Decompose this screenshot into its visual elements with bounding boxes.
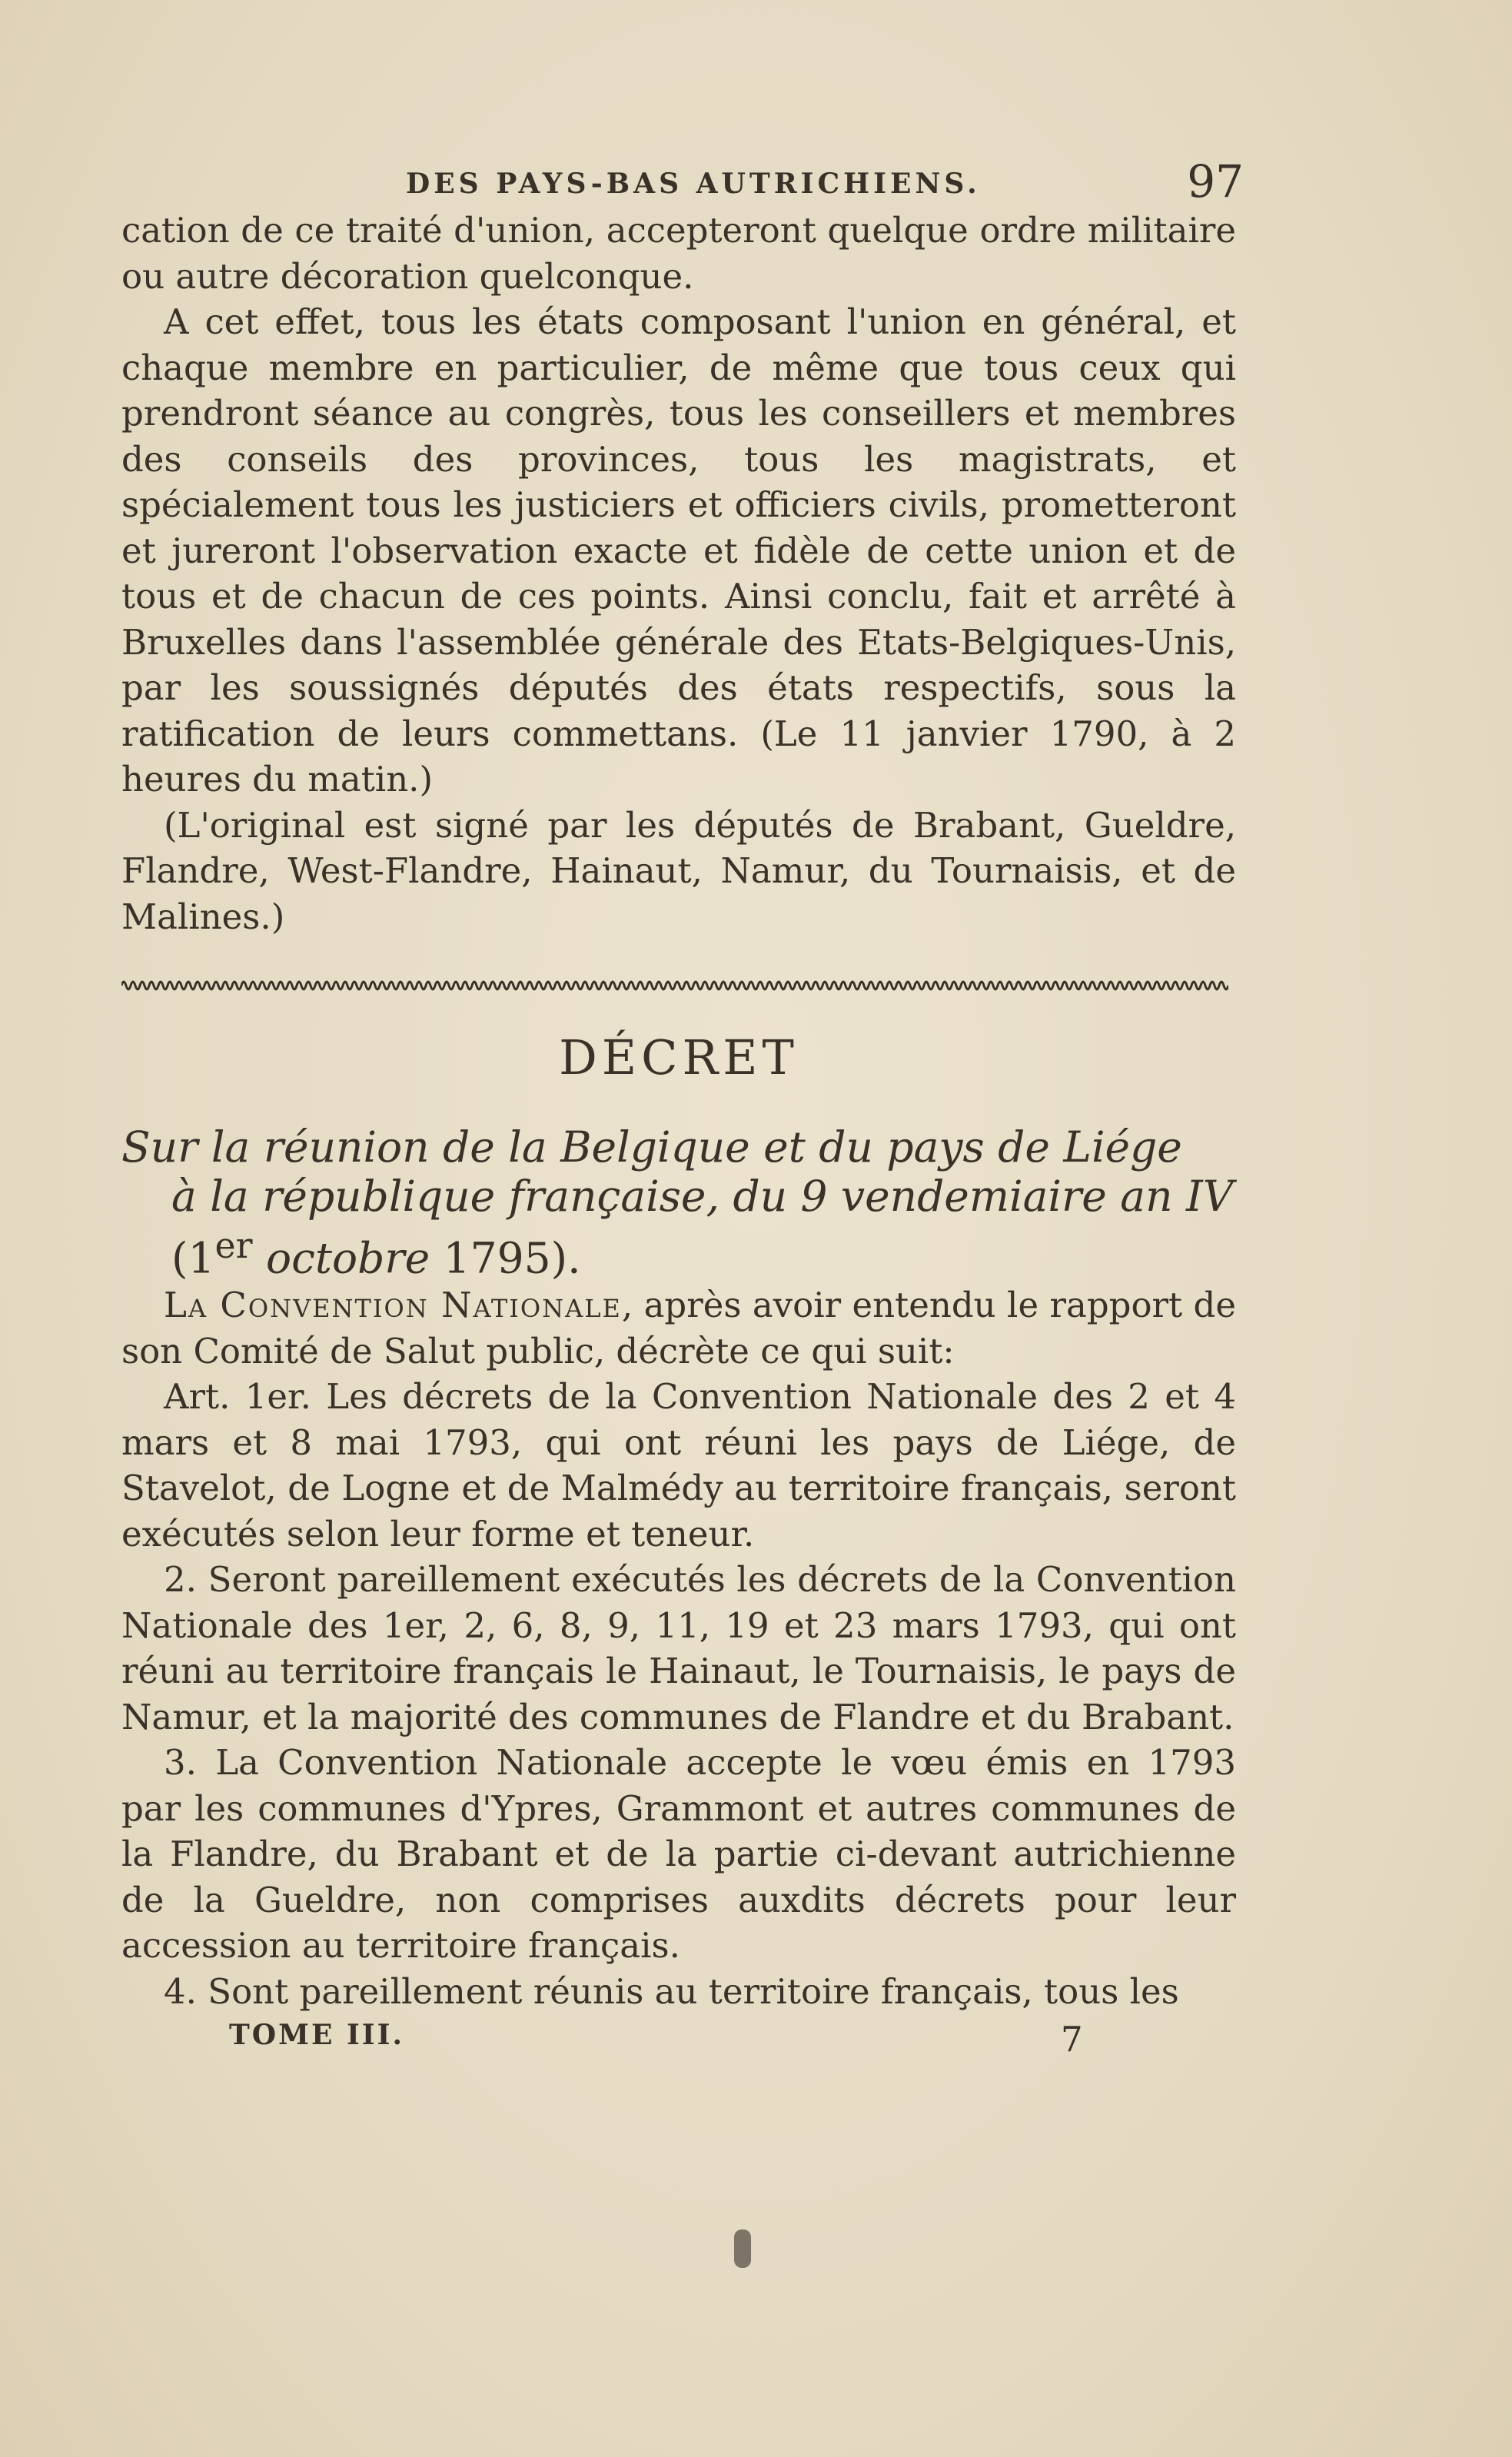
decret-subtitle [121, 1122, 1236, 1282]
subtitle-date-open: (1 [171, 1233, 215, 1283]
intro-rest: , après avoir entendu le rapport de son Comité de Salut public, décrète ce qui suit: [121, 1285, 1236, 1371]
intro-caps: La Convention Nationale [164, 1285, 622, 1326]
subtitle-line-3 [121, 1221, 1236, 1282]
article-4: 4. Sont pareillement réunis au territoire français, tous les [164, 1970, 1179, 2012]
subtitle-date-sup: er [214, 1225, 253, 1266]
decret-title: DÉCRET [559, 1029, 799, 1086]
paragraph-continuation: cation de ce traité d'union, accepteront quelque ordre militaire ou autre décoration quelconque. [121, 210, 1236, 297]
paragraph-oath: A cet effet, tous les états composant l'union en général, et chaque membre en particulier, de même que tous ceux qui prendront séance au congrès, tous les conseillers et membres des conseils des provinces, tous les magistrats, et spécialement tous les justiciers et officiers civils, prometteront et jureront l'observation exacte et fidèle de cette union et de tous et de chacun de ces points. Ainsi conclu, fait et arrêté à Bruxelles dans l'assemblée générale des Etats-Belgiques-Unis, par les soussignés députés des états respectifs, sous la ratification de leurs commettans. (Le 11 janvier 1790, à 2 heures du matin.) [121, 301, 1236, 800]
subtitle-line-1: Sur la réunion de la Belgique et du pays de Liége [121, 1122, 1182, 1172]
decret-intro [121, 1282, 1236, 1374]
signature-mark: TOME III. [229, 2019, 405, 2052]
article-1: Art. 1er. Les décrets de la Convention Nationale des 2 et 4 mars et 8 mai 1793, qui ont réuni les pays de Liége, de Stavelot, de Logne et de Malmédy au territoire français, seront exécutés selon leur forme et teneur. [121, 1376, 1236, 1554]
article-2: 2. Seront pareillement exécutés les décrets de la Convention Nationale des 1er, 2, 6, 8, 9, 11, 19 et 23 mars 1793, qui ont réuni au territoire français le Hainaut, le Tournaisis, le pays de Namur, et la majorité des communes de Flandre et du Brabant. [121, 1559, 1236, 1737]
subtitle-date-month: octobre [252, 1233, 430, 1283]
paragraph-signatories: (L'original est signé par les députés de Brabant, Gueldre, Flandre, West-Flandre, Hainaut, Namur, du Tournaisis, et de Malines.) [121, 804, 1236, 937]
page-number: 97 [1187, 155, 1244, 208]
ink-stain [734, 2229, 751, 2268]
subtitle-line-2: à la république française, du 9 vendemiaire an IV [171, 1172, 1234, 1221]
article-3: 3. La Convention Nationale accepte le vœu émis en 1793 par les communes d'Ypres, Grammont et autres communes de la Flandre, du Brabant et de la partie ci-devant autrichienne de la Gueldre, non comprises auxdits décrets pour leur accession au territoire français. [121, 1742, 1236, 1967]
running-title: DES PAYS-BAS AUTRICHIENS. [406, 168, 981, 200]
ornamental-rule [121, 976, 1228, 995]
page-footer [121, 2019, 1236, 2065]
running-head [121, 154, 1244, 208]
subtitle-date-year: 1795). [430, 1233, 581, 1283]
page-content [121, 154, 1244, 2065]
signature-number: 7 [1061, 2019, 1083, 2060]
